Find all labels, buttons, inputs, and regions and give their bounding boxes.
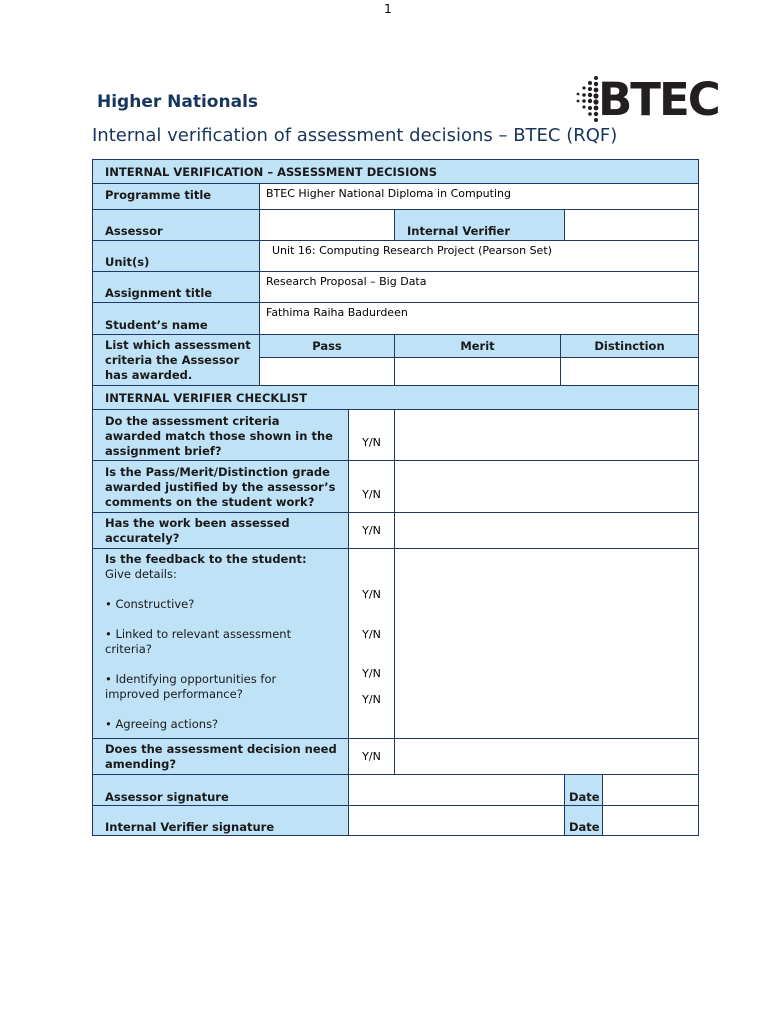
pass-header: Pass (259, 334, 395, 358)
yn-cell-q4[interactable] (348, 548, 395, 739)
assessor-date-label (564, 774, 603, 806)
checklist-question-assessed-accurately: Has the work been assessed accurately? (92, 512, 349, 549)
merit-criteria-field[interactable] (394, 357, 561, 386)
section-header-checklist: INTERNAL VERIFIER CHECKLIST (92, 385, 699, 410)
feedback-question-title: Is the feedback to the student: (105, 552, 307, 566)
feedback-bullet-opportunities: • Identifying opportunities for improved performance? (105, 672, 277, 701)
comment-field-q1[interactable] (394, 409, 699, 461)
internal-verifier-label-text: Internal Verifier (407, 224, 511, 238)
comment-field-q2[interactable] (394, 460, 699, 513)
student-name-label (92, 302, 260, 335)
yn-text-q2: Y/N (362, 488, 381, 501)
page-number: 1 (384, 2, 392, 16)
iv-date-label-text: Date (569, 820, 600, 834)
feedback-give-details: Give details: (105, 567, 177, 581)
criteria-awarded-label: List which assessment criteria the Assessor has awarded. (92, 334, 260, 386)
document-title: Internal verification of assessment decisions – BTEC (RQF) (92, 125, 618, 146)
internal-verifier-label (394, 209, 565, 241)
student-name-label-text: Student’s name (105, 318, 208, 332)
yn-cell-q3[interactable] (348, 512, 395, 549)
programme-title-label (92, 183, 260, 210)
programme-title-field[interactable]: BTEC Higher National Diploma in Computing (259, 183, 699, 210)
internal-verifier-field[interactable] (564, 209, 699, 241)
assignment-title-label (92, 271, 260, 303)
assessor-signature-label (92, 774, 349, 806)
assessor-label-text: Assessor (105, 224, 163, 238)
yn-text-q4-actions: Y/N (362, 693, 381, 706)
student-name-field[interactable]: Fathima Raiha Badurdeen (259, 302, 699, 335)
units-field[interactable]: Unit 16: Computing Research Project (Pearson Set) (259, 240, 699, 272)
units-label-text: Unit(s) (105, 255, 150, 269)
checklist-question-criteria-match: Do the assessment criteria awarded match those shown in the assignment brief? (92, 409, 349, 461)
distinction-header: Distinction (560, 334, 699, 358)
yn-cell-q1[interactable] (348, 409, 395, 461)
yn-text-q4-opportunities: Y/N (362, 667, 381, 680)
iv-date-label (564, 805, 603, 836)
feedback-bullet-actions: • Agreeing actions? (105, 717, 219, 731)
comment-field-q5[interactable] (394, 738, 699, 775)
verification-form (92, 159, 699, 836)
distinction-criteria-field[interactable] (560, 357, 699, 386)
iv-signature-label (92, 805, 349, 836)
feedback-bullet-linked: • Linked to relevant assessment criteria? (105, 627, 292, 656)
brand-heading: Higher Nationals (97, 92, 259, 112)
section-header-assessment-decisions: INTERNAL VERIFICATION – ASSESSMENT DECISIONS (92, 159, 699, 184)
assignment-title-label-text: Assignment title (105, 286, 213, 300)
iv-signature-label-text: Internal Verifier signature (105, 820, 275, 834)
logo-text: BTEC (598, 73, 719, 126)
checklist-question-feedback (92, 548, 349, 739)
feedback-bullet-constructive: • Constructive? (105, 597, 195, 611)
checklist-question-amending: Does the assessment decision need amending? (92, 738, 349, 775)
comment-field-q3[interactable] (394, 512, 699, 549)
assessor-field[interactable] (259, 209, 395, 241)
assignment-title-field[interactable]: Research Proposal – Big Data (259, 271, 699, 303)
btec-logo (574, 74, 724, 126)
assessor-date-field[interactable] (602, 774, 699, 806)
assessor-date-label-text: Date (569, 790, 600, 804)
yn-cell-q2[interactable] (348, 460, 395, 513)
assessor-signature-field[interactable] (348, 774, 565, 806)
yn-text-q4-constructive: Y/N (362, 588, 381, 601)
yn-cell-q5[interactable] (348, 738, 395, 775)
yn-text-q5: Y/N (362, 750, 381, 763)
assessor-signature-label-text: Assessor signature (105, 790, 229, 804)
assessor-label (92, 209, 260, 241)
iv-date-field[interactable] (602, 805, 699, 836)
yn-text-q3: Y/N (362, 524, 381, 537)
comment-field-q4[interactable] (394, 548, 699, 739)
units-label (92, 240, 260, 272)
yn-text-q4-linked: Y/N (362, 628, 381, 641)
programme-title-label-text: Programme title (105, 188, 212, 202)
yn-text-q1: Y/N (362, 436, 381, 449)
iv-signature-field[interactable] (348, 805, 565, 836)
checklist-question-grade-justified: Is the Pass/Merit/Distinction grade awarded justified by the assessor’s comments on the student work? (92, 460, 349, 513)
pass-criteria-field[interactable] (259, 357, 395, 386)
merit-header: Merit (394, 334, 561, 358)
